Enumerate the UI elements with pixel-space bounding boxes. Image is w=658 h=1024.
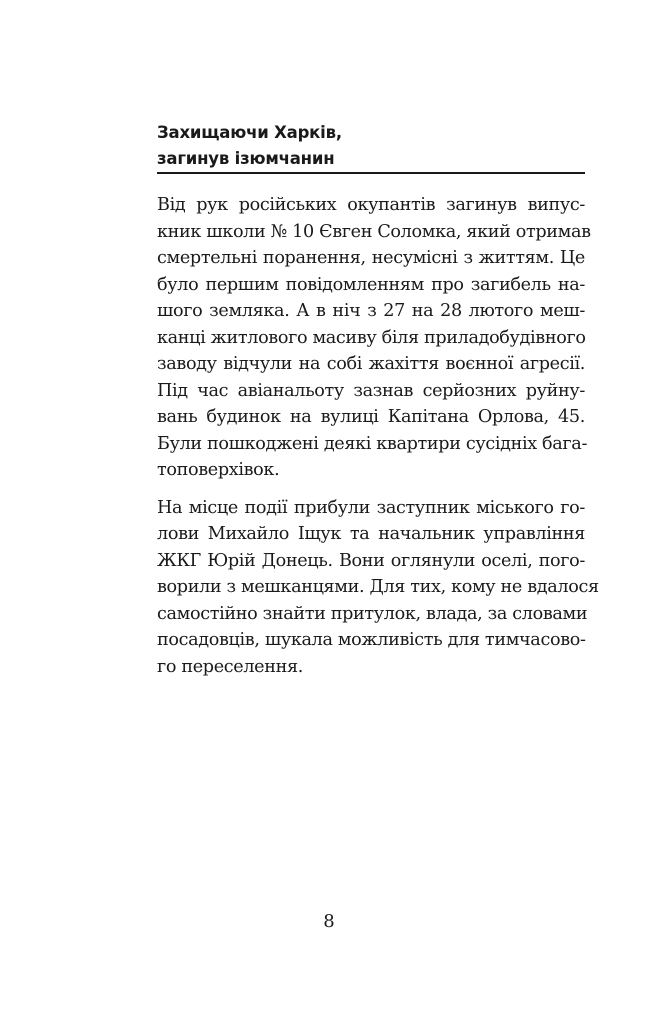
text-line: Від рук російських окупантів загинув випус-	[157, 195, 585, 215]
text-line: вань будинок на вулиці Капітана Орлова, 45.	[157, 407, 585, 427]
heading-line-1: Захищаючи Харків,	[157, 123, 342, 142]
text-line: шого земляка. А в ніч з 27 на 28 лютого меш-	[157, 301, 585, 321]
page-number: 8	[323, 911, 335, 932]
heading-divider	[157, 172, 585, 174]
article-body	[157, 192, 599, 691]
text-line: було першим повідомленням про загибель на-	[157, 274, 585, 295]
text-line: Були пошкоджені деякі квартири сусідніх бага-	[157, 433, 588, 454]
text-line: посадовців, шукала можливість для тимчасово-	[157, 630, 586, 650]
text-line: кник школи № 10 Євген Соломка, який отримав	[157, 221, 591, 242]
text-line: топоверхівок.	[157, 460, 280, 480]
text-line: смертельні поранення, несумісні з життям. Це	[157, 248, 585, 268]
text-line: лови Михайло Іщук та начальник управління	[157, 524, 585, 544]
paragraph-2	[157, 495, 599, 681]
text-line: заводу відчули на собі жахіття воєнної агресії.	[157, 354, 585, 374]
heading-line-2: загинув ізюмчанин	[157, 149, 335, 168]
text-line: ЖКГ Юрій Донець. Вони оглянули оселі, пого-	[157, 550, 585, 571]
text-line: го переселення.	[157, 656, 303, 677]
article-heading	[157, 120, 585, 172]
text-line: Під час авіанальоту зазнав серйозних руйну-	[157, 380, 585, 401]
paragraph-1	[157, 192, 591, 484]
text-line: канці житлового масиву біля приладобудівного	[157, 327, 586, 348]
text-line: ворили з мешканцями. Для тих, кому не вдалося	[157, 577, 599, 597]
text-line: На місце події прибули заступник міського го-	[157, 497, 585, 518]
text-line: самостійно знайти притулок, влада, за словами	[157, 603, 588, 624]
